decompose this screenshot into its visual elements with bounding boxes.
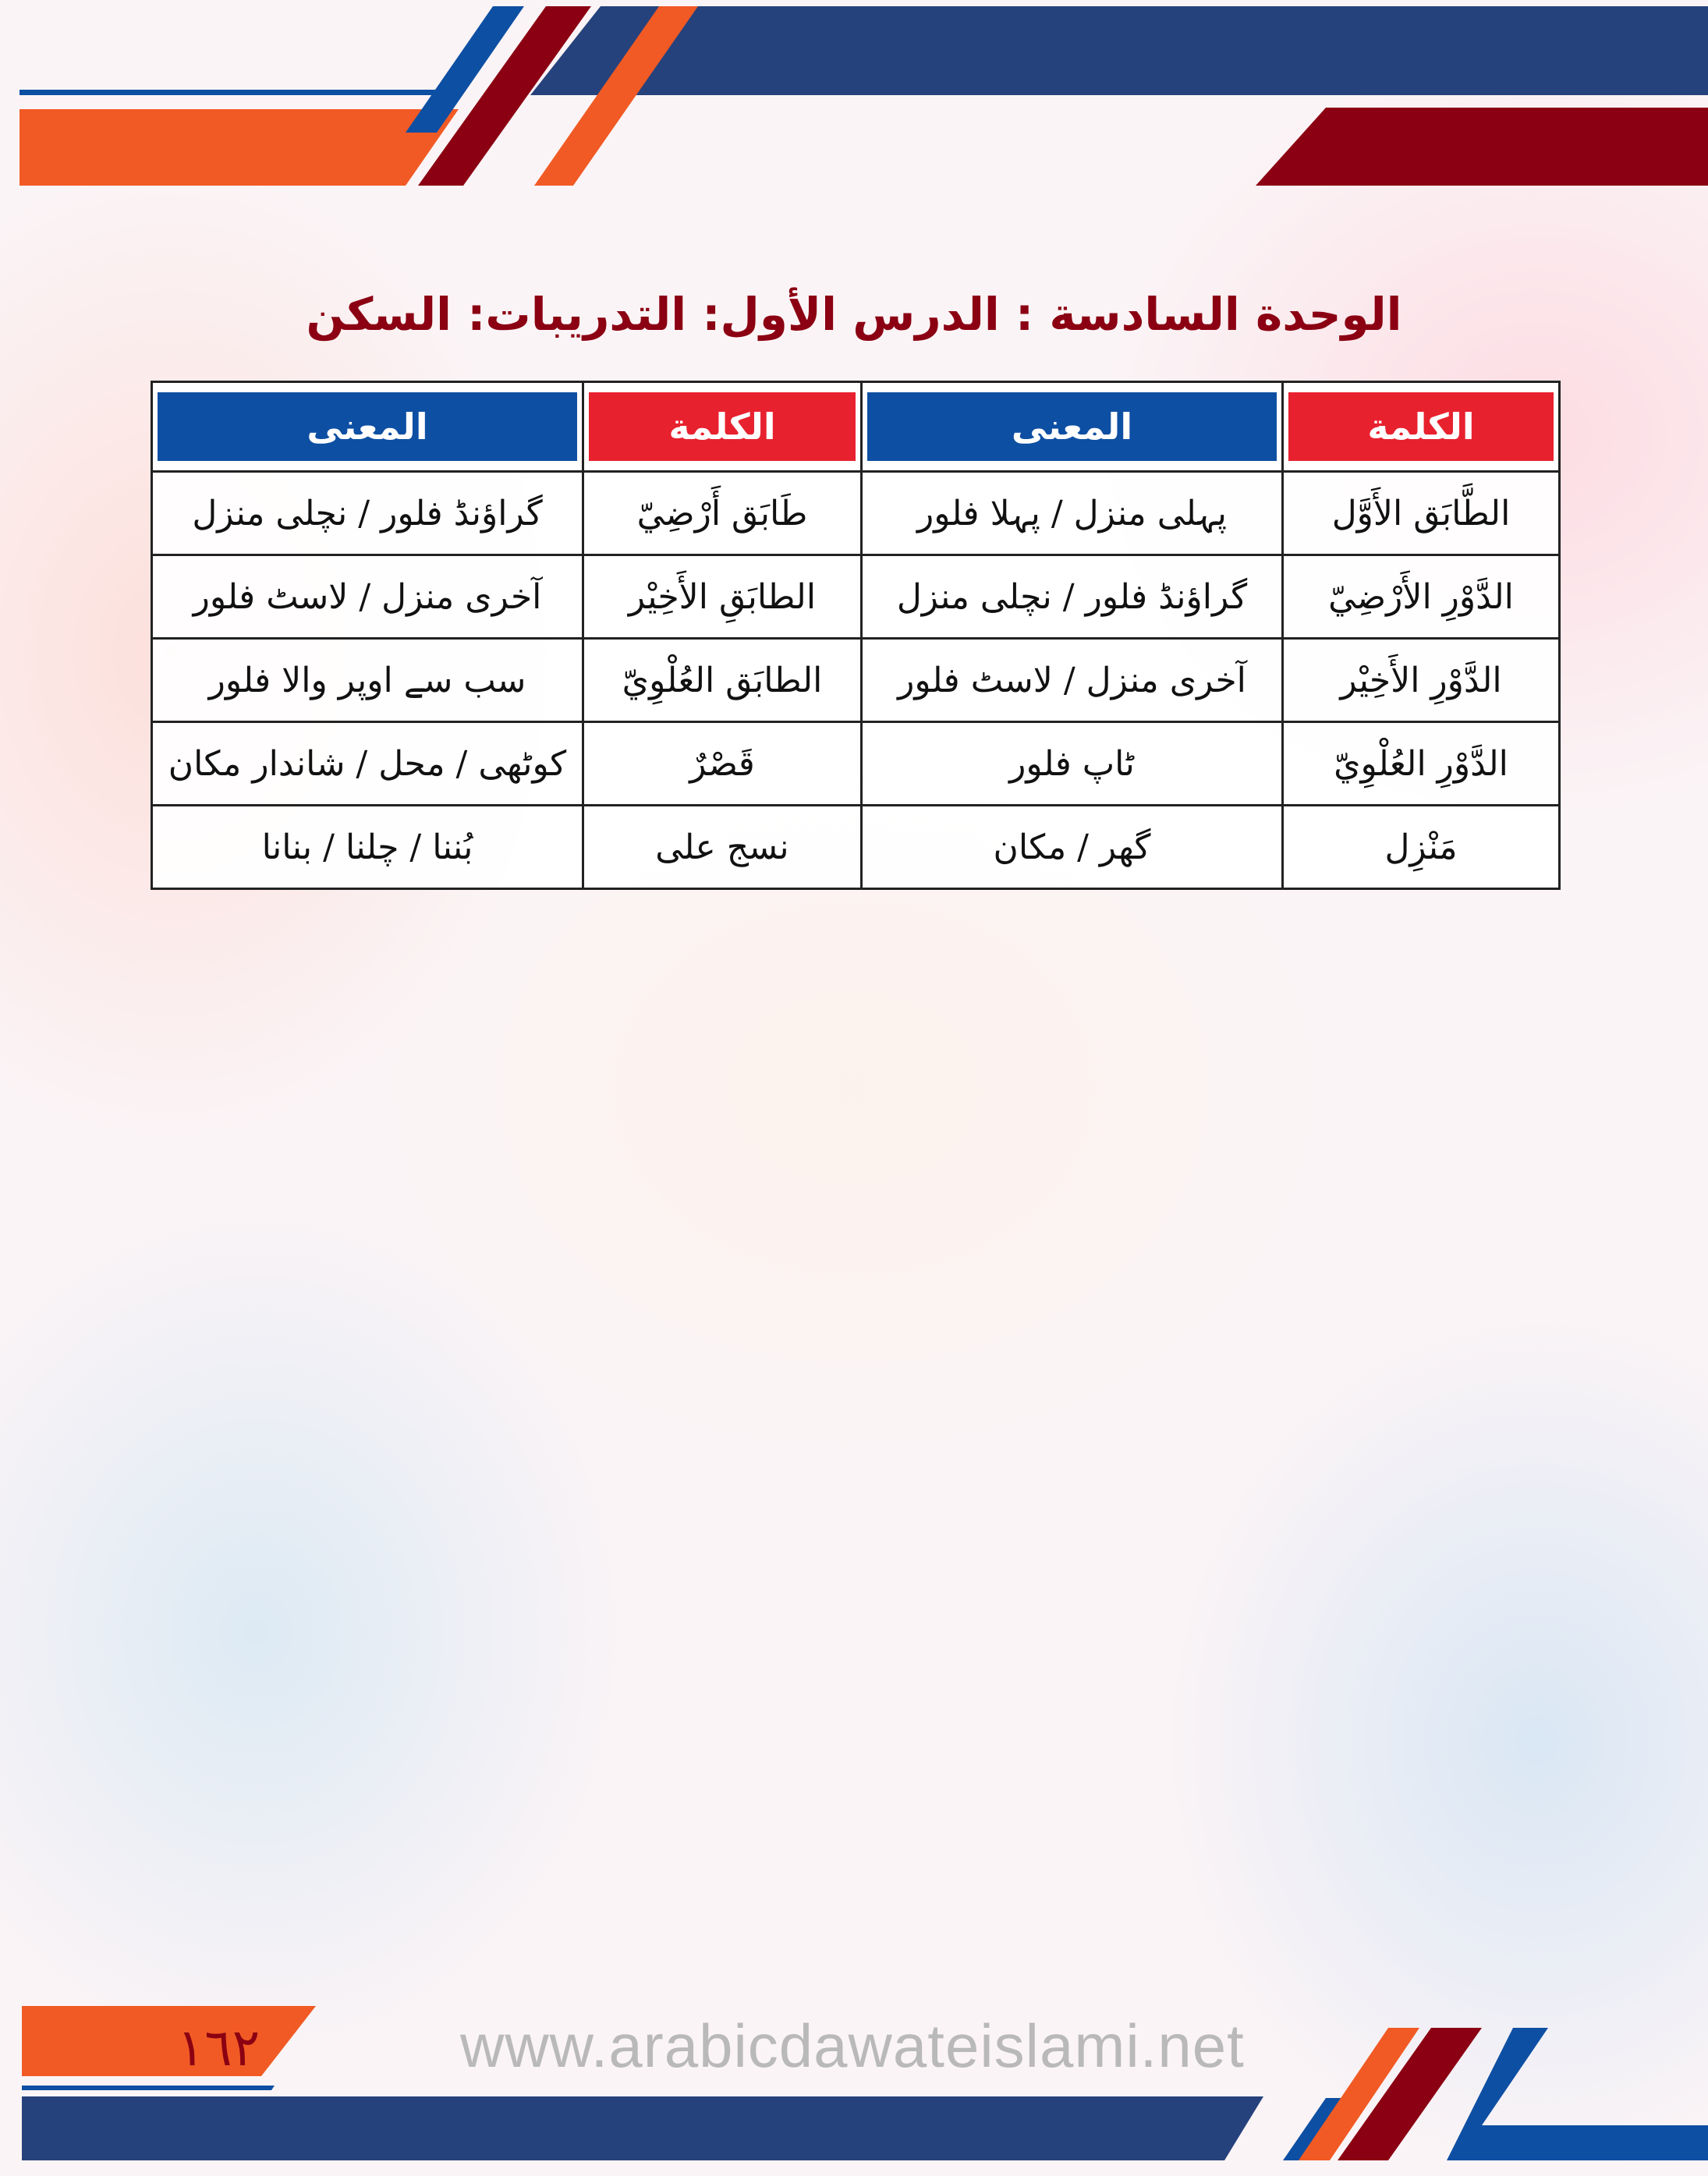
word-header: الكلمة xyxy=(589,392,856,461)
word-cell: الدَّوْرِ الأَخِيْر xyxy=(1283,639,1560,722)
page-title: الوحدة السادسة : الدرس الأول: التدريبات: السكن xyxy=(306,287,1402,341)
meaning-cell: آخری منزل / لاسٹ فلور xyxy=(862,639,1283,722)
table-row xyxy=(152,555,1560,639)
top-decorative-band xyxy=(0,0,1708,203)
table-row xyxy=(152,639,1560,722)
word-cell: الدَّوْرِ الأَرْضِيّ xyxy=(1283,555,1560,639)
meaning-cell: آخری منزل / لاسٹ فلور xyxy=(152,555,583,639)
word-cell: طَابَق أَرْضِيّ xyxy=(583,472,862,555)
meaning-cell: پہلی منزل / پہلا فلور xyxy=(862,472,1283,555)
meaning-cell: سب سے اوپر والا فلور xyxy=(152,639,583,722)
meaning-cell: کوٹھی / محل / شاندار مکان xyxy=(152,722,583,806)
meaning-cell: گراؤنڈ فلور / نچلی منزل xyxy=(862,555,1283,639)
meaning-header: المعنى xyxy=(867,392,1277,461)
word-cell: الطَّابَق الأَوَّل xyxy=(1283,472,1560,555)
meaning-cell: ٹاپ فلور xyxy=(862,722,1283,806)
word-cell: مَنْزِل xyxy=(1283,806,1560,889)
word-cell: قَصْرٌ xyxy=(583,722,862,806)
word-cell: الطابَقِ الأَخِيْر xyxy=(583,555,862,639)
header-cell xyxy=(862,382,1283,472)
meaning-cell: بُننا / چلنا / بنانا xyxy=(152,806,583,889)
vocabulary-table xyxy=(151,381,1561,890)
header-cell xyxy=(583,382,862,472)
word-cell: نسج علی xyxy=(583,806,862,889)
table-row xyxy=(152,472,1560,555)
website-url: www.arabicdawateislami.net xyxy=(460,2011,1245,2080)
table-row xyxy=(152,806,1560,889)
page-number: ١٦٢ xyxy=(176,2018,260,2078)
table-header-row xyxy=(152,382,1560,472)
word-cell: الطابَق العُلْوِيّ xyxy=(583,639,862,722)
header-cell xyxy=(152,382,583,472)
header-cell xyxy=(1283,382,1560,472)
meaning-cell: گھر / مکان xyxy=(862,806,1283,889)
table-row xyxy=(152,722,1560,806)
word-cell: الدَّوْرِ العُلْوِيّ xyxy=(1283,722,1560,806)
meaning-header: المعنى xyxy=(158,392,577,461)
word-header: الكلمة xyxy=(1288,392,1554,461)
meaning-cell: گراؤنڈ فلور / نچلی منزل xyxy=(152,472,583,555)
